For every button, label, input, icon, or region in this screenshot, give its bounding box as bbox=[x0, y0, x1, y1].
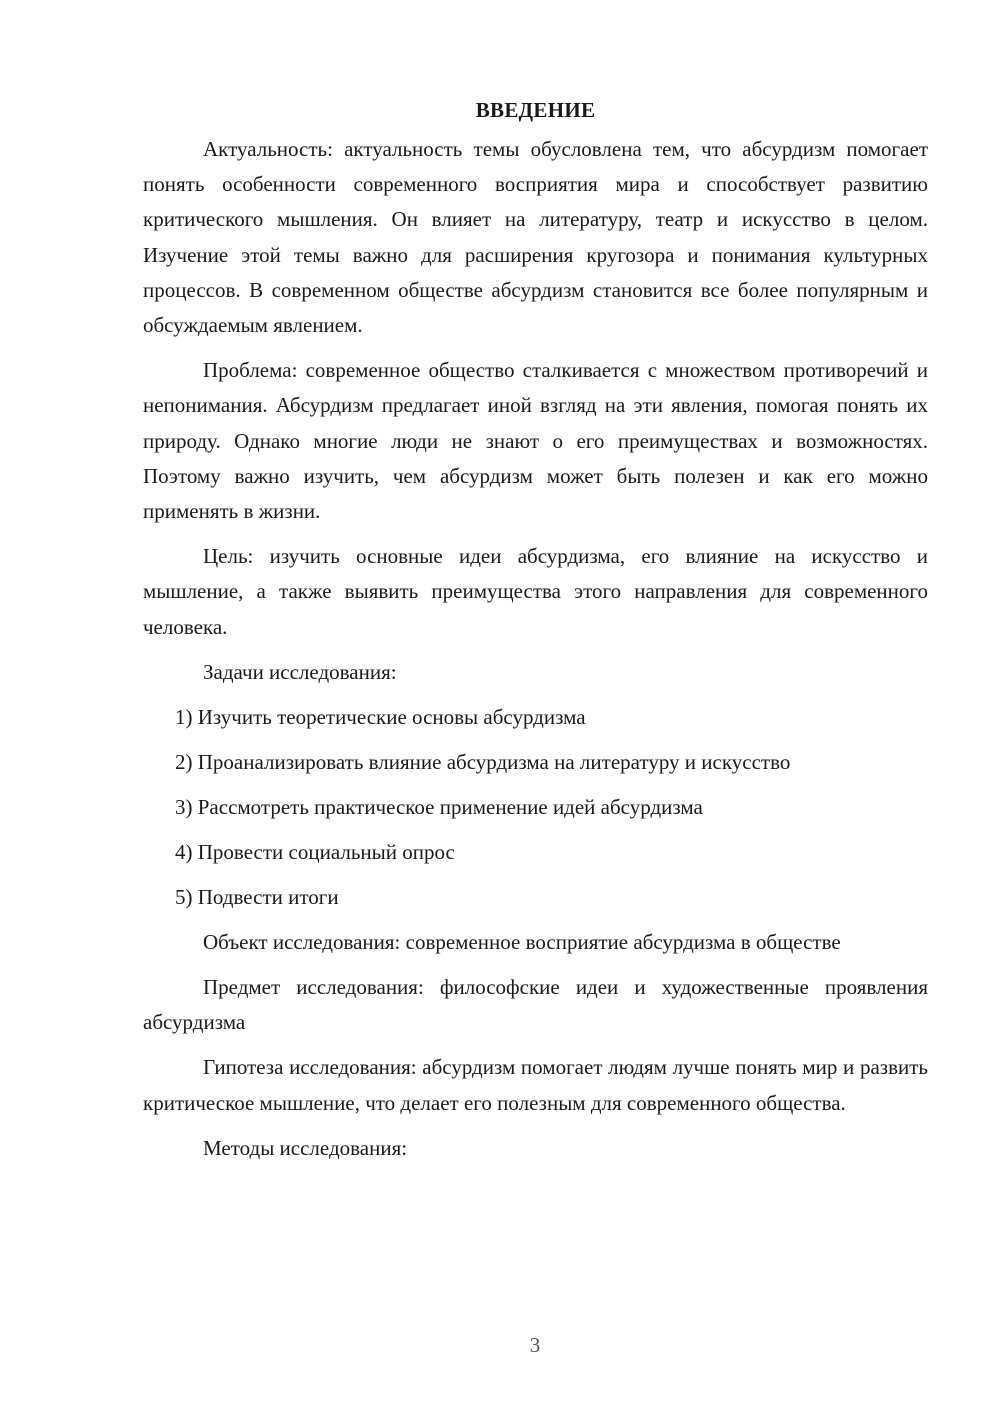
list-item: 4) Провести социальный опрос bbox=[175, 839, 455, 864]
document-page bbox=[143, 92, 928, 1176]
tasks-list bbox=[143, 700, 928, 915]
object-paragraph: Объект исследования: современное восприятие абсурдизма в обществе bbox=[203, 929, 841, 954]
subject-paragraph: Предмет исследования: философские идеи и художественные проявления абсурдизма bbox=[143, 975, 928, 1035]
methods-heading: Методы исследования: bbox=[203, 1135, 408, 1160]
page-number: 3 bbox=[529, 1333, 541, 1357]
list-item: 5) Подвести итоги bbox=[175, 884, 339, 909]
list-item: 1) Изучить теоретические основы абсурдизма bbox=[175, 704, 586, 729]
list-item: 2) Проанализировать влияние абсурдизма на литературу и искусство bbox=[175, 749, 791, 774]
page-title: ВВЕДЕНИЕ bbox=[475, 98, 596, 122]
relevance-paragraph: Актуальность: актуальность темы обусловлена тем, что абсурдизм помогает понять особенности современного восприятия мира и способствует развитию критического мышления. Он влияет на литературу, театр и искусство в целом. Изучение этой темы важно для расширения кругозора и понимания культурных процессов. В современном обществе абсурдизм становится все более популярным и обсуждаемым явлением. bbox=[143, 137, 928, 338]
list-item: 3) Рассмотреть практическое применение идей абсурдизма bbox=[175, 794, 703, 819]
tasks-heading: Задачи исследования: bbox=[203, 659, 397, 684]
hypothesis-paragraph: Гипотеза исследования: абсурдизм помогает людям лучше понять мир и развить критическое мышление, что делает его полезным для современного общества. bbox=[143, 1055, 928, 1115]
goal-paragraph: Цель: изучить основные идеи абсурдизма, его влияние на искусство и мышление, а также выявить преимущества этого направления для современного человека. bbox=[143, 544, 928, 639]
problem-paragraph: Проблема: современное общество сталкивается с множеством противоречий и непонимания. Абсурдизм предлагает иной взгляд на эти явления, помогая понять их природу. Однако многие люди не знают о его преимуществах и возможностях. Поэтому важно изучить, чем абсурдизм может быть полезен и как его можно применять в жизни. bbox=[143, 358, 928, 524]
